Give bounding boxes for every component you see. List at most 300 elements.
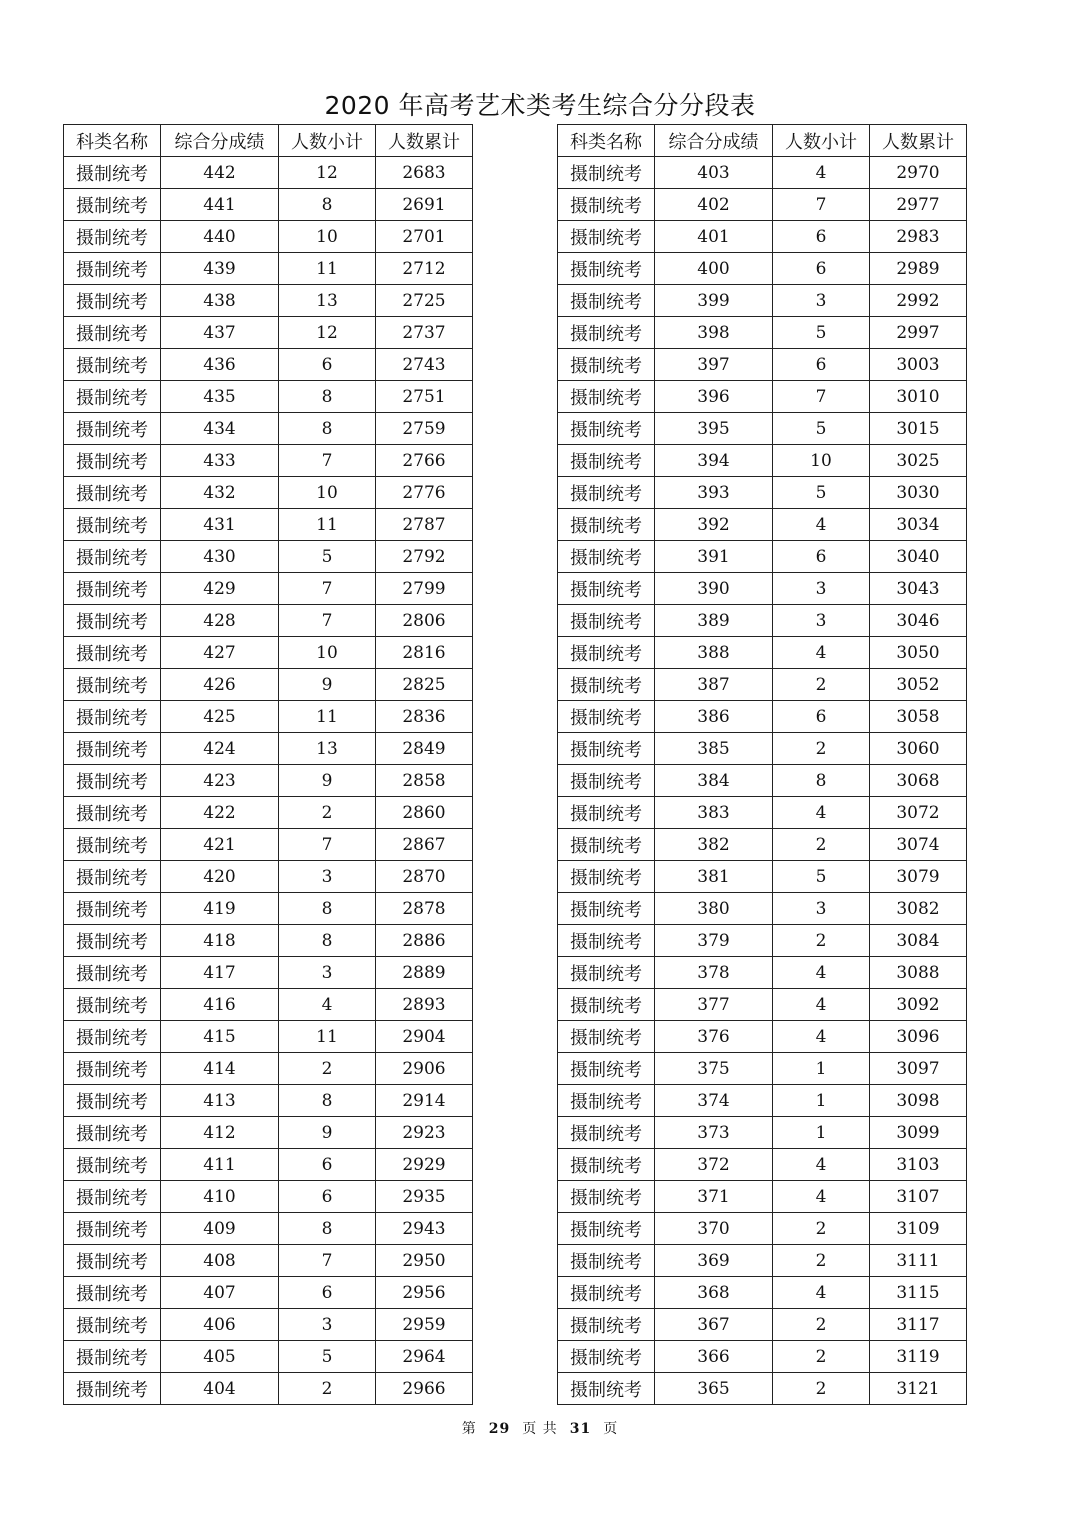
cell-cumulative: 2776 (376, 477, 473, 509)
cell-score: 414 (161, 1053, 279, 1085)
cell-count: 6 (773, 701, 870, 733)
cell-score: 438 (161, 285, 279, 317)
document-title: 2020 年高考艺术类考生综合分分段表 (324, 91, 756, 120)
cell-count: 2 (773, 1373, 870, 1405)
table-row (64, 925, 473, 957)
cell-score: 397 (655, 349, 773, 381)
cell-category: 摄制统考 (558, 797, 655, 829)
cell-score: 405 (161, 1341, 279, 1373)
cell-score: 379 (655, 925, 773, 957)
cell-cumulative: 2904 (376, 1021, 473, 1053)
cell-cumulative: 3079 (870, 861, 967, 893)
cell-count: 4 (773, 1181, 870, 1213)
cell-score: 378 (655, 957, 773, 989)
table-row (558, 637, 967, 669)
cell-category: 摄制统考 (558, 829, 655, 861)
cell-cumulative: 3099 (870, 1117, 967, 1149)
cell-score: 432 (161, 477, 279, 509)
cell-count: 8 (279, 1213, 376, 1245)
cell-score: 389 (655, 605, 773, 637)
cell-cumulative: 2997 (870, 317, 967, 349)
cell-cumulative: 2977 (870, 189, 967, 221)
cell-count: 6 (773, 349, 870, 381)
cell-category: 摄制统考 (558, 1149, 655, 1181)
cell-category: 摄制统考 (558, 1245, 655, 1277)
table-row (64, 893, 473, 925)
cell-count: 13 (279, 733, 376, 765)
table-row (558, 157, 967, 189)
cell-count: 11 (279, 253, 376, 285)
table-row (64, 669, 473, 701)
cell-category: 摄制统考 (64, 893, 161, 925)
cell-count: 11 (279, 701, 376, 733)
cell-cumulative: 2943 (376, 1213, 473, 1245)
table-row (558, 1181, 967, 1213)
cell-score: 368 (655, 1277, 773, 1309)
cell-score: 376 (655, 1021, 773, 1053)
cell-cumulative: 2970 (870, 157, 967, 189)
table-body-left (64, 157, 473, 1405)
cell-category: 摄制统考 (64, 445, 161, 477)
table-row (558, 349, 967, 381)
cell-cumulative: 3043 (870, 573, 967, 605)
cell-cumulative: 3092 (870, 989, 967, 1021)
cell-cumulative: 2878 (376, 893, 473, 925)
cell-count: 8 (279, 381, 376, 413)
cell-cumulative: 2816 (376, 637, 473, 669)
cell-cumulative: 3050 (870, 637, 967, 669)
cell-score: 375 (655, 1053, 773, 1085)
cell-cumulative: 3097 (870, 1053, 967, 1085)
cell-score: 420 (161, 861, 279, 893)
cell-category: 摄制统考 (558, 733, 655, 765)
cell-score: 441 (161, 189, 279, 221)
cell-cumulative: 3068 (870, 765, 967, 797)
cell-count: 8 (279, 893, 376, 925)
header-category: 科类名称 (64, 125, 161, 157)
table-row (64, 637, 473, 669)
table-row (558, 221, 967, 253)
cell-score: 380 (655, 893, 773, 925)
cell-count: 12 (279, 157, 376, 189)
table-row (558, 445, 967, 477)
cell-count: 4 (773, 637, 870, 669)
cell-category: 摄制统考 (558, 541, 655, 573)
table-row (558, 1341, 967, 1373)
cell-cumulative: 3046 (870, 605, 967, 637)
table-row (558, 829, 967, 861)
cell-count: 4 (773, 1277, 870, 1309)
cell-category: 摄制统考 (64, 797, 161, 829)
cell-count: 5 (279, 541, 376, 573)
table-row (64, 1309, 473, 1341)
cell-score: 425 (161, 701, 279, 733)
cell-cumulative: 3015 (870, 413, 967, 445)
cell-score: 419 (161, 893, 279, 925)
cell-count: 8 (279, 1085, 376, 1117)
cell-count: 1 (773, 1085, 870, 1117)
cell-count: 10 (279, 221, 376, 253)
cell-score: 390 (655, 573, 773, 605)
cell-score: 412 (161, 1117, 279, 1149)
cell-count: 4 (279, 989, 376, 1021)
cell-count: 8 (773, 765, 870, 797)
table-row (64, 1181, 473, 1213)
cell-count: 9 (279, 669, 376, 701)
cell-count: 7 (279, 573, 376, 605)
table-row (64, 765, 473, 797)
cell-score: 403 (655, 157, 773, 189)
cell-category: 摄制统考 (64, 637, 161, 669)
cell-cumulative: 2683 (376, 157, 473, 189)
cell-category: 摄制统考 (64, 957, 161, 989)
table-row (64, 829, 473, 861)
table-row (558, 925, 967, 957)
footer-prefix: 第 (461, 1421, 477, 1437)
cell-count: 9 (279, 765, 376, 797)
cell-count: 6 (773, 541, 870, 573)
table-row (558, 285, 967, 317)
cell-category: 摄制统考 (558, 893, 655, 925)
table-row (558, 1277, 967, 1309)
table-row (64, 1053, 473, 1085)
table-row (558, 1117, 967, 1149)
cell-score: 381 (655, 861, 773, 893)
cell-cumulative: 2992 (870, 285, 967, 317)
cell-cumulative: 2849 (376, 733, 473, 765)
cell-score: 415 (161, 1021, 279, 1053)
header-score: 综合分成绩 (161, 125, 279, 157)
cell-category: 摄制统考 (558, 861, 655, 893)
cell-category: 摄制统考 (558, 1181, 655, 1213)
cell-score: 366 (655, 1341, 773, 1373)
table-row (558, 701, 967, 733)
table-row (64, 1341, 473, 1373)
table-row (64, 1277, 473, 1309)
cell-score: 377 (655, 989, 773, 1021)
table-row (64, 1245, 473, 1277)
table-row (558, 957, 967, 989)
cell-cumulative: 3060 (870, 733, 967, 765)
cell-category: 摄制统考 (64, 285, 161, 317)
cell-category: 摄制统考 (558, 925, 655, 957)
cell-score: 411 (161, 1149, 279, 1181)
cell-cumulative: 2787 (376, 509, 473, 541)
cell-count: 2 (773, 1341, 870, 1373)
cell-count: 6 (279, 349, 376, 381)
cell-count: 4 (773, 509, 870, 541)
cell-score: 385 (655, 733, 773, 765)
cell-score: 406 (161, 1309, 279, 1341)
cell-category: 摄制统考 (558, 445, 655, 477)
table-row (64, 797, 473, 829)
cell-count: 7 (279, 605, 376, 637)
cell-score: 370 (655, 1213, 773, 1245)
cell-cumulative: 2964 (376, 1341, 473, 1373)
cell-score: 367 (655, 1309, 773, 1341)
cell-count: 12 (279, 317, 376, 349)
cell-category: 摄制统考 (64, 1309, 161, 1341)
table-row (558, 477, 967, 509)
cell-cumulative: 2966 (376, 1373, 473, 1405)
cell-score: 431 (161, 509, 279, 541)
cell-cumulative: 3072 (870, 797, 967, 829)
cell-cumulative: 2759 (376, 413, 473, 445)
table-row (64, 381, 473, 413)
cell-category: 摄制统考 (64, 221, 161, 253)
cell-cumulative: 2906 (376, 1053, 473, 1085)
cell-score: 384 (655, 765, 773, 797)
cell-category: 摄制统考 (64, 1117, 161, 1149)
cell-count: 8 (279, 925, 376, 957)
cell-cumulative: 2737 (376, 317, 473, 349)
table-row (64, 253, 473, 285)
cell-score: 410 (161, 1181, 279, 1213)
cell-cumulative: 3096 (870, 1021, 967, 1053)
cell-count: 3 (773, 605, 870, 637)
cell-category: 摄制统考 (558, 1085, 655, 1117)
cell-count: 2 (773, 669, 870, 701)
cell-cumulative: 3098 (870, 1085, 967, 1117)
table-row (64, 221, 473, 253)
table-row (558, 573, 967, 605)
cell-category: 摄制统考 (64, 701, 161, 733)
cell-cumulative: 2893 (376, 989, 473, 1021)
cell-score: 369 (655, 1245, 773, 1277)
cell-category: 摄制统考 (64, 1341, 161, 1373)
cell-category: 摄制统考 (558, 509, 655, 541)
cell-category: 摄制统考 (64, 509, 161, 541)
cell-cumulative: 3040 (870, 541, 967, 573)
cell-cumulative: 2886 (376, 925, 473, 957)
cell-category: 摄制统考 (558, 253, 655, 285)
cell-cumulative: 2712 (376, 253, 473, 285)
cell-cumulative: 3119 (870, 1341, 967, 1373)
cell-cumulative: 2959 (376, 1309, 473, 1341)
cell-category: 摄制统考 (64, 1149, 161, 1181)
cell-cumulative: 3109 (870, 1213, 967, 1245)
cell-count: 5 (773, 477, 870, 509)
cell-count: 2 (279, 797, 376, 829)
table-row (64, 285, 473, 317)
cell-cumulative: 3111 (870, 1245, 967, 1277)
cell-category: 摄制统考 (64, 1373, 161, 1405)
cell-cumulative: 2858 (376, 765, 473, 797)
cell-score: 429 (161, 573, 279, 605)
cell-score: 383 (655, 797, 773, 829)
table-row (64, 1085, 473, 1117)
cell-count: 2 (773, 1309, 870, 1341)
cell-category: 摄制统考 (558, 957, 655, 989)
page-footer (0, 1418, 1080, 1438)
cell-count: 5 (279, 1341, 376, 1373)
cell-count: 4 (773, 1149, 870, 1181)
cell-count: 4 (773, 989, 870, 1021)
cell-score: 365 (655, 1373, 773, 1405)
cell-category: 摄制统考 (64, 189, 161, 221)
cell-category: 摄制统考 (64, 1021, 161, 1053)
cell-count: 4 (773, 1021, 870, 1053)
cell-cumulative: 3084 (870, 925, 967, 957)
cell-cumulative: 2867 (376, 829, 473, 861)
cell-score: 423 (161, 765, 279, 797)
cell-cumulative: 3117 (870, 1309, 967, 1341)
cell-cumulative: 2766 (376, 445, 473, 477)
table-row (558, 669, 967, 701)
cell-cumulative: 2889 (376, 957, 473, 989)
table-row (558, 189, 967, 221)
cell-category: 摄制统考 (64, 989, 161, 1021)
cell-score: 422 (161, 797, 279, 829)
cell-category: 摄制统考 (64, 1213, 161, 1245)
cell-category: 摄制统考 (64, 381, 161, 413)
table-row (64, 1213, 473, 1245)
cell-category: 摄制统考 (64, 1245, 161, 1277)
cell-category: 摄制统考 (64, 541, 161, 573)
cell-score: 393 (655, 477, 773, 509)
cell-score: 395 (655, 413, 773, 445)
cell-cumulative: 3058 (870, 701, 967, 733)
cell-count: 2 (773, 829, 870, 861)
table-row (64, 445, 473, 477)
cell-cumulative: 2836 (376, 701, 473, 733)
cell-category: 摄制统考 (64, 1181, 161, 1213)
cell-count: 4 (773, 797, 870, 829)
cell-category: 摄制统考 (64, 413, 161, 445)
cell-cumulative: 2691 (376, 189, 473, 221)
table-row (558, 1309, 967, 1341)
table-row (558, 413, 967, 445)
cell-score: 373 (655, 1117, 773, 1149)
cell-count: 7 (773, 189, 870, 221)
cell-count: 9 (279, 1117, 376, 1149)
cell-score: 433 (161, 445, 279, 477)
header-count: 人数小计 (773, 125, 870, 157)
cell-count: 5 (773, 317, 870, 349)
cell-category: 摄制统考 (558, 221, 655, 253)
table-row (64, 189, 473, 221)
cell-cumulative: 3074 (870, 829, 967, 861)
cell-count: 2 (279, 1373, 376, 1405)
cell-cumulative: 3115 (870, 1277, 967, 1309)
cell-category: 摄制统考 (558, 669, 655, 701)
cell-count: 1 (773, 1117, 870, 1149)
table-row (64, 957, 473, 989)
cell-cumulative: 2701 (376, 221, 473, 253)
table-row (64, 157, 473, 189)
table-row (64, 349, 473, 381)
cell-score: 424 (161, 733, 279, 765)
cell-cumulative: 2751 (376, 381, 473, 413)
cell-count: 2 (773, 1245, 870, 1277)
cell-count: 10 (279, 637, 376, 669)
cell-category: 摄制统考 (558, 285, 655, 317)
cell-cumulative: 2792 (376, 541, 473, 573)
cell-category: 摄制统考 (64, 605, 161, 637)
cell-cumulative: 3003 (870, 349, 967, 381)
table-row (558, 1245, 967, 1277)
cell-count: 2 (279, 1053, 376, 1085)
table-row (64, 1373, 473, 1405)
cell-cumulative: 3103 (870, 1149, 967, 1181)
cell-score: 437 (161, 317, 279, 349)
cell-score: 436 (161, 349, 279, 381)
header-cumulative: 人数累计 (870, 125, 967, 157)
cell-category: 摄制统考 (64, 1053, 161, 1085)
cell-score: 407 (161, 1277, 279, 1309)
table-header-row (64, 125, 473, 157)
cell-score: 396 (655, 381, 773, 413)
cell-cumulative: 3107 (870, 1181, 967, 1213)
table-row (64, 509, 473, 541)
cell-category: 摄制统考 (64, 477, 161, 509)
cell-cumulative: 3034 (870, 509, 967, 541)
cell-category: 摄制统考 (558, 765, 655, 797)
cell-count: 6 (773, 253, 870, 285)
cell-cumulative: 2799 (376, 573, 473, 605)
cell-category: 摄制统考 (64, 157, 161, 189)
cell-category: 摄制统考 (558, 637, 655, 669)
cell-score: 372 (655, 1149, 773, 1181)
cell-count: 4 (773, 957, 870, 989)
cell-category: 摄制统考 (64, 349, 161, 381)
cell-category: 摄制统考 (64, 1277, 161, 1309)
cell-category: 摄制统考 (558, 349, 655, 381)
cell-category: 摄制统考 (558, 413, 655, 445)
cell-cumulative: 3082 (870, 893, 967, 925)
header-count: 人数小计 (279, 125, 376, 157)
table-row (64, 541, 473, 573)
cell-score: 404 (161, 1373, 279, 1405)
header-cumulative: 人数累计 (376, 125, 473, 157)
table-row (558, 733, 967, 765)
cell-count: 7 (279, 445, 376, 477)
cell-category: 摄制统考 (558, 1213, 655, 1245)
table-header-row (558, 125, 967, 157)
cell-category: 摄制统考 (558, 605, 655, 637)
cell-category: 摄制统考 (64, 733, 161, 765)
table-row (558, 893, 967, 925)
cell-category: 摄制统考 (558, 1309, 655, 1341)
cell-score: 388 (655, 637, 773, 669)
cell-cumulative: 3025 (870, 445, 967, 477)
cell-count: 7 (279, 1245, 376, 1277)
cell-cumulative: 2825 (376, 669, 473, 701)
table-row (558, 381, 967, 413)
cell-score: 417 (161, 957, 279, 989)
cell-count: 2 (773, 1213, 870, 1245)
cell-category: 摄制统考 (64, 669, 161, 701)
cell-count: 3 (279, 861, 376, 893)
cell-category: 摄制统考 (558, 1053, 655, 1085)
cell-score: 409 (161, 1213, 279, 1245)
table-row (64, 605, 473, 637)
cell-count: 10 (279, 477, 376, 509)
table-row (558, 797, 967, 829)
cell-cumulative: 3010 (870, 381, 967, 413)
cell-category: 摄制统考 (64, 253, 161, 285)
cell-score: 400 (655, 253, 773, 285)
table-row (558, 1021, 967, 1053)
table-row (558, 765, 967, 797)
cell-count: 8 (279, 413, 376, 445)
cell-category: 摄制统考 (558, 381, 655, 413)
table-row (64, 1149, 473, 1181)
cell-category: 摄制统考 (64, 861, 161, 893)
cell-count: 11 (279, 509, 376, 541)
cell-score: 387 (655, 669, 773, 701)
cell-count: 5 (773, 861, 870, 893)
